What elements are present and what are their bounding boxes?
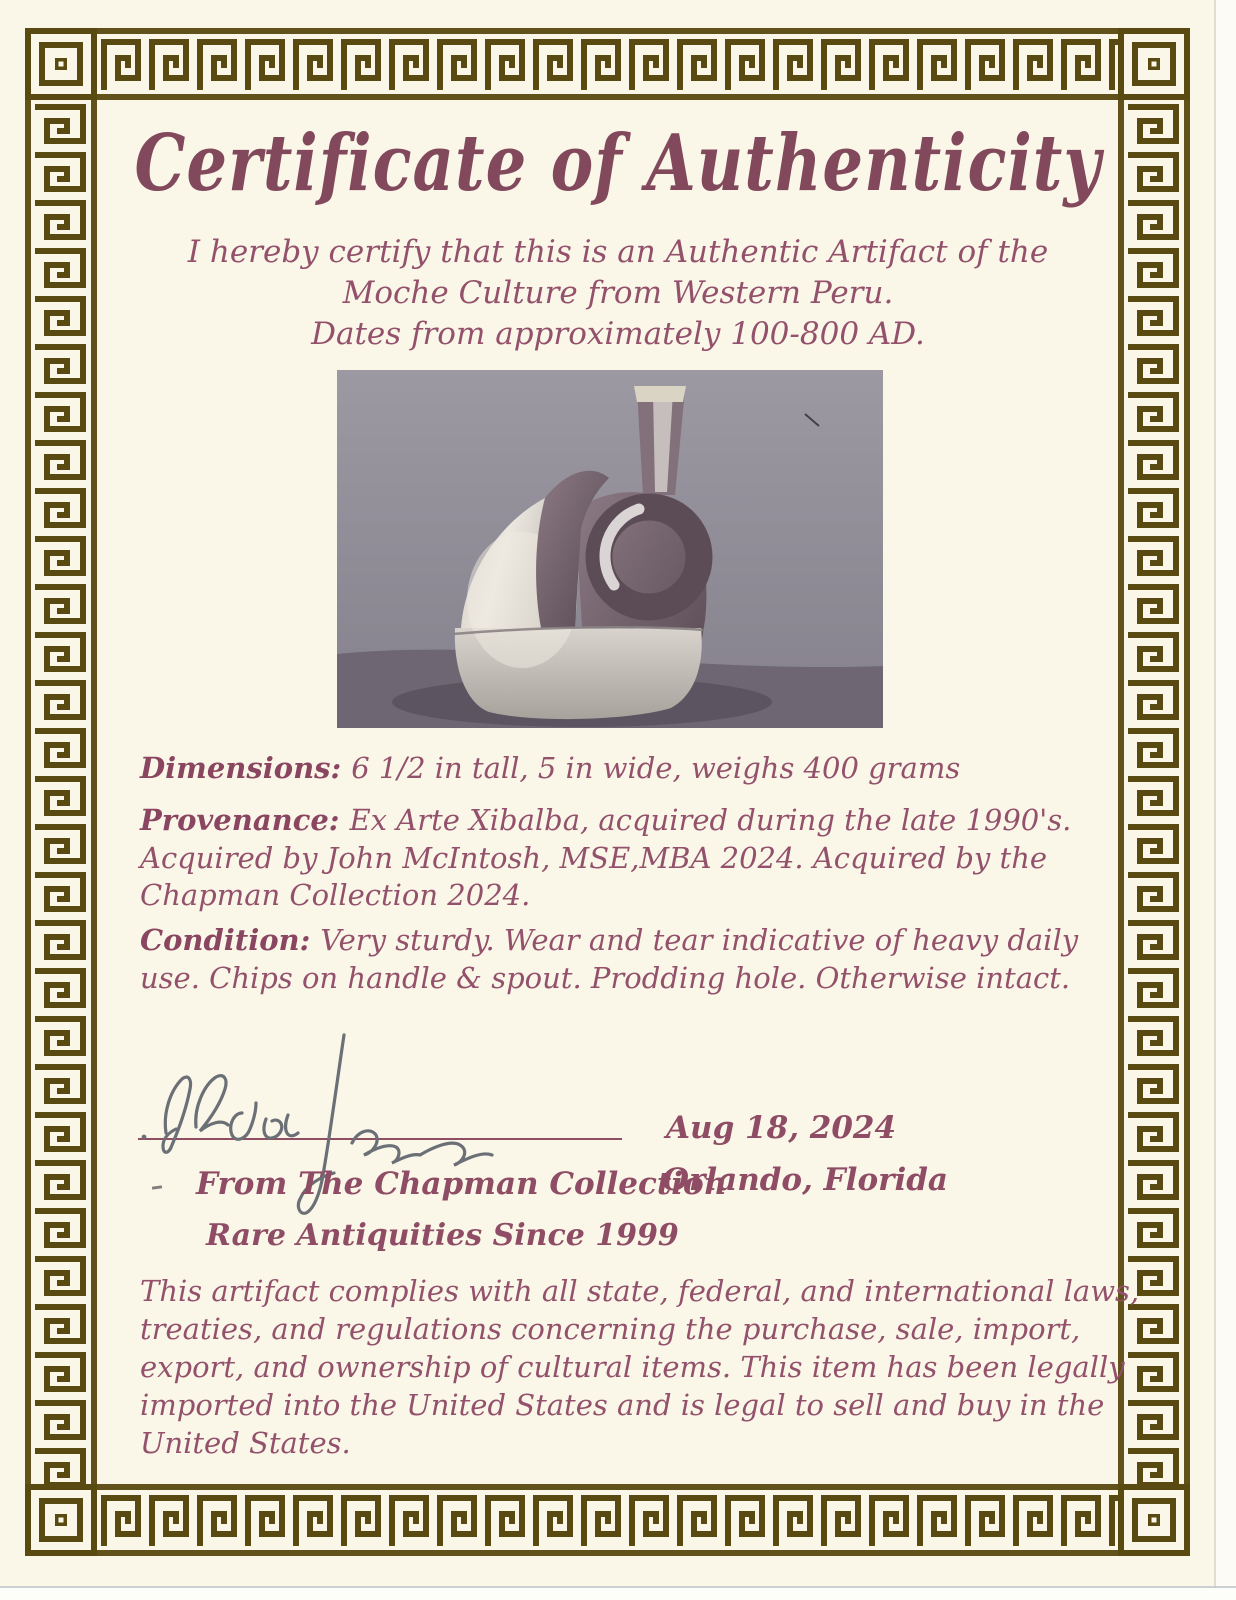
- border-top-band: [97, 28, 1118, 100]
- scan-edge-right-strip: [1216, 0, 1236, 1600]
- artifact-photo: [337, 370, 883, 728]
- spout-rim: [634, 386, 686, 402]
- border-corner-top-right: [1121, 31, 1187, 97]
- certify-statement: [118, 232, 1118, 355]
- dimensions-label: Dimensions:: [140, 751, 342, 785]
- condition-value: Very sturdy. Wear and tear indicative of heavy daily use. Chips on handle & spout. Prodding hole. Otherwise intact.: [140, 923, 1079, 995]
- border-corner-top-left: [28, 31, 94, 97]
- signer-organization: From The Chapman Collection: [196, 1166, 727, 1202]
- dimensions-value: 6 1/2 in tall, 5 in wide, weighs 400 grams: [351, 751, 961, 785]
- org-tagline: Rare Antiquities Since 1999: [206, 1218, 679, 1253]
- provenance-value: Ex Arte Xibalba, acquired during the late 1990's. Acquired by John McIntosh, MSE,MBA 2024. Acquired by the Chapman Collection 2024.: [140, 803, 1072, 912]
- condition-label: Condition:: [140, 923, 311, 957]
- border-bottom-band: [97, 1484, 1118, 1556]
- certify-line-1: I hereby certify that this is an Authentic Artifact of the: [187, 234, 1049, 270]
- legal-statement: This artifact complies with all state, federal, and international laws, treaties, and regulations concerning the purchase, sale, import, export, and ownership of cultural items. This item has been legally imported into the United States and is legal to sell and buy in the United States.: [140, 1274, 1140, 1460]
- provenance-label: Provenance:: [140, 803, 340, 837]
- condition-section: [140, 922, 1125, 997]
- scan-edge-bottom-strip: [0, 1588, 1236, 1600]
- dimensions-section: [140, 750, 1125, 788]
- certificate-title: Certificate of Authenticity: [134, 118, 1102, 210]
- provenance-section: [140, 802, 1125, 915]
- border-corner-bottom-left: [28, 1487, 94, 1553]
- moche-vessel-illustration: [337, 370, 883, 728]
- signature-date: Aug 18, 2024: [666, 1110, 897, 1146]
- border-corner-bottom-right: [1121, 1487, 1187, 1553]
- signature-ink-dot: [142, 1135, 147, 1140]
- certify-line-3: Dates from approximately 100-800 AD.: [311, 316, 925, 352]
- signer-location: Orlando, Florida: [662, 1162, 949, 1198]
- certify-line-2: Moche Culture from Western Peru.: [342, 275, 894, 311]
- border-left-band: [25, 100, 97, 1484]
